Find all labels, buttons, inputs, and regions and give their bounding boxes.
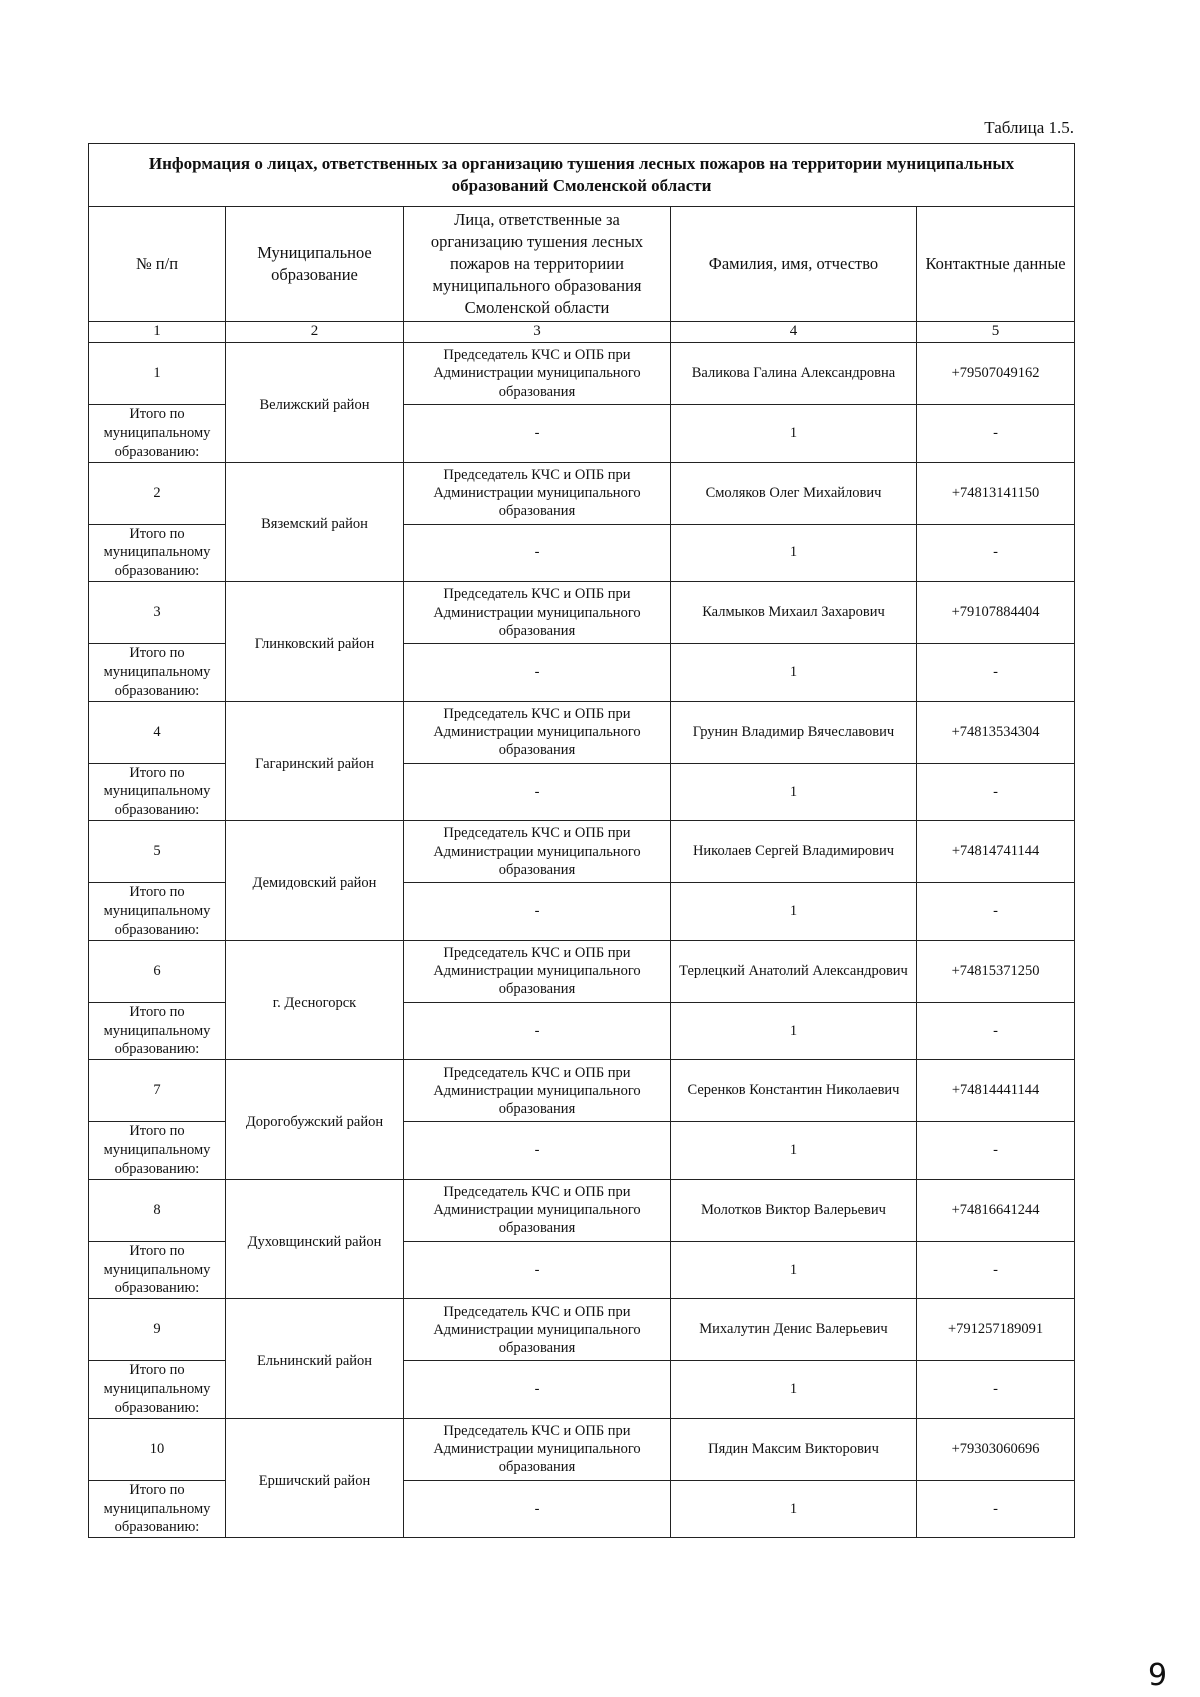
contact-phone: +79507049162 — [917, 343, 1075, 405]
district-name: г. Десногорск — [226, 940, 404, 1060]
responsible-position: Председатель КЧС и ОПБ при Администрации муниципального образования — [404, 1179, 671, 1241]
header-municipality: Муниципальное образование — [226, 207, 404, 322]
responsible-position: Председатель КЧС и ОПБ при Администрации муниципального образования — [404, 1060, 671, 1122]
district-name: Демидовский район — [226, 821, 404, 941]
total-count: 1 — [671, 644, 917, 702]
total-contacts: - — [917, 1002, 1075, 1060]
total-count: 1 — [671, 1361, 917, 1419]
person-fio: Молотков Виктор Валерьевич — [671, 1179, 917, 1241]
header-row — [89, 207, 1075, 322]
contact-phone: +79303060696 — [917, 1418, 1075, 1480]
total-position: - — [404, 644, 671, 702]
total-contacts: - — [917, 1122, 1075, 1180]
contact-phone: +74814441144 — [917, 1060, 1075, 1122]
row-number: 1 — [89, 343, 226, 405]
column-number-row — [89, 322, 1075, 343]
person-fio: Валикова Галина Александровна — [671, 343, 917, 405]
total-contacts: - — [917, 1241, 1075, 1299]
total-count: 1 — [671, 1241, 917, 1299]
district-name: Гагаринский район — [226, 701, 404, 821]
row-number: 3 — [89, 582, 226, 644]
total-contacts: - — [917, 1480, 1075, 1538]
total-position: - — [404, 1241, 671, 1299]
person-fio: Смоляков Олег Михайлович — [671, 462, 917, 524]
total-count: 1 — [671, 883, 917, 941]
table-row — [89, 940, 1075, 1002]
district-name: Духовщинский район — [226, 1179, 404, 1299]
district-name: Ельнинский район — [226, 1299, 404, 1419]
contact-phone: +79107884404 — [917, 582, 1075, 644]
row-number: 6 — [89, 940, 226, 1002]
total-position: - — [404, 524, 671, 582]
header-contacts: Контактные данные — [917, 207, 1075, 322]
total-position: - — [404, 1480, 671, 1538]
person-fio: Пядин Максим Викторович — [671, 1418, 917, 1480]
total-contacts: - — [917, 405, 1075, 463]
contact-phone: +74813534304 — [917, 701, 1075, 763]
table-row — [89, 1299, 1075, 1361]
contact-phone: +74815371250 — [917, 940, 1075, 1002]
responsible-position: Председатель КЧС и ОПБ при Администрации муниципального образования — [404, 1299, 671, 1361]
total-label: Итого по муниципальному образованию: — [89, 524, 226, 582]
contact-phone: +74813141150 — [917, 462, 1075, 524]
total-count: 1 — [671, 1480, 917, 1538]
table-caption: Таблица 1.5. — [984, 118, 1074, 137]
table-title: Информация о лицах, ответственных за организацию тушения лесных пожаров на территории муниципальных образований Смоленской области — [89, 144, 1075, 207]
person-fio: Михалутин Денис Валерьевич — [671, 1299, 917, 1361]
total-label: Итого по муниципальному образованию: — [89, 1122, 226, 1180]
total-label: Итого по муниципальному образованию: — [89, 1241, 226, 1299]
table-row — [89, 1418, 1075, 1480]
total-label: Итого по муниципальному образованию: — [89, 644, 226, 702]
column-number: 1 — [89, 322, 226, 343]
district-name: Вяземский район — [226, 462, 404, 582]
district-name: Дорогобужский район — [226, 1060, 404, 1180]
total-contacts: - — [917, 1361, 1075, 1419]
district-name: Ершичский район — [226, 1418, 404, 1538]
table-row — [89, 582, 1075, 644]
header-num: № п/п — [89, 207, 226, 322]
responsible-position: Председатель КЧС и ОПБ при Администрации муниципального образования — [404, 343, 671, 405]
total-contacts: - — [917, 883, 1075, 941]
header-fio: Фамилия, имя, отчество — [671, 207, 917, 322]
total-position: - — [404, 1002, 671, 1060]
total-position: - — [404, 1361, 671, 1419]
responsible-position: Председатель КЧС и ОПБ при Администрации муниципального образования — [404, 462, 671, 524]
contact-phone: +74816641244 — [917, 1179, 1075, 1241]
total-count: 1 — [671, 763, 917, 821]
responsible-position: Председатель КЧС и ОПБ при Администрации муниципального образования — [404, 582, 671, 644]
contact-phone: +74814741144 — [917, 821, 1075, 883]
row-number: 10 — [89, 1418, 226, 1480]
row-number: 5 — [89, 821, 226, 883]
person-fio: Грунин Владимир Вячеславович — [671, 701, 917, 763]
total-count: 1 — [671, 1122, 917, 1180]
person-fio: Серенков Константин Николаевич — [671, 1060, 917, 1122]
total-position: - — [404, 883, 671, 941]
total-count: 1 — [671, 1002, 917, 1060]
table-row — [89, 821, 1075, 883]
total-contacts: - — [917, 524, 1075, 582]
total-label: Итого по муниципальному образованию: — [89, 1002, 226, 1060]
person-fio: Калмыков Михаил Захарович — [671, 582, 917, 644]
row-number: 9 — [89, 1299, 226, 1361]
total-label: Итого по муниципальному образованию: — [89, 883, 226, 941]
responsible-position: Председатель КЧС и ОПБ при Администрации муниципального образования — [404, 821, 671, 883]
person-fio: Николаев Сергей Владимирович — [671, 821, 917, 883]
total-label: Итого по муниципальному образованию: — [89, 405, 226, 463]
district-name: Велижский район — [226, 343, 404, 463]
total-label: Итого по муниципальному образованию: — [89, 763, 226, 821]
responsible-position: Председатель КЧС и ОПБ при Администрации муниципального образования — [404, 1418, 671, 1480]
row-number: 4 — [89, 701, 226, 763]
person-fio: Терлецкий Анатолий Александрович — [671, 940, 917, 1002]
row-number: 2 — [89, 462, 226, 524]
table-row — [89, 701, 1075, 763]
total-count: 1 — [671, 405, 917, 463]
responsible-position: Председатель КЧС и ОПБ при Администрации муниципального образования — [404, 940, 671, 1002]
contact-phone: +791257189091 — [917, 1299, 1075, 1361]
responsible-persons-table — [88, 143, 1075, 1538]
total-position: - — [404, 1122, 671, 1180]
total-label: Итого по муниципальному образованию: — [89, 1480, 226, 1538]
column-number: 3 — [404, 322, 671, 343]
district-name: Глинковский район — [226, 582, 404, 702]
column-number: 5 — [917, 322, 1075, 343]
total-position: - — [404, 405, 671, 463]
table-row — [89, 343, 1075, 405]
row-number: 7 — [89, 1060, 226, 1122]
total-contacts: - — [917, 644, 1075, 702]
total-contacts: - — [917, 763, 1075, 821]
column-number: 2 — [226, 322, 404, 343]
total-label: Итого по муниципальному образованию: — [89, 1361, 226, 1419]
page-number: 9 — [1148, 1658, 1168, 1693]
row-number: 8 — [89, 1179, 226, 1241]
responsible-position: Председатель КЧС и ОПБ при Администрации муниципального образования — [404, 701, 671, 763]
total-count: 1 — [671, 524, 917, 582]
header-responsible: Лица, ответственные за организацию тушения лесных пожаров на территориии муниципального образования Смоленской области — [404, 207, 671, 322]
table-row — [89, 1060, 1075, 1122]
table-row — [89, 462, 1075, 524]
column-number: 4 — [671, 322, 917, 343]
total-position: - — [404, 763, 671, 821]
table-row — [89, 1179, 1075, 1241]
